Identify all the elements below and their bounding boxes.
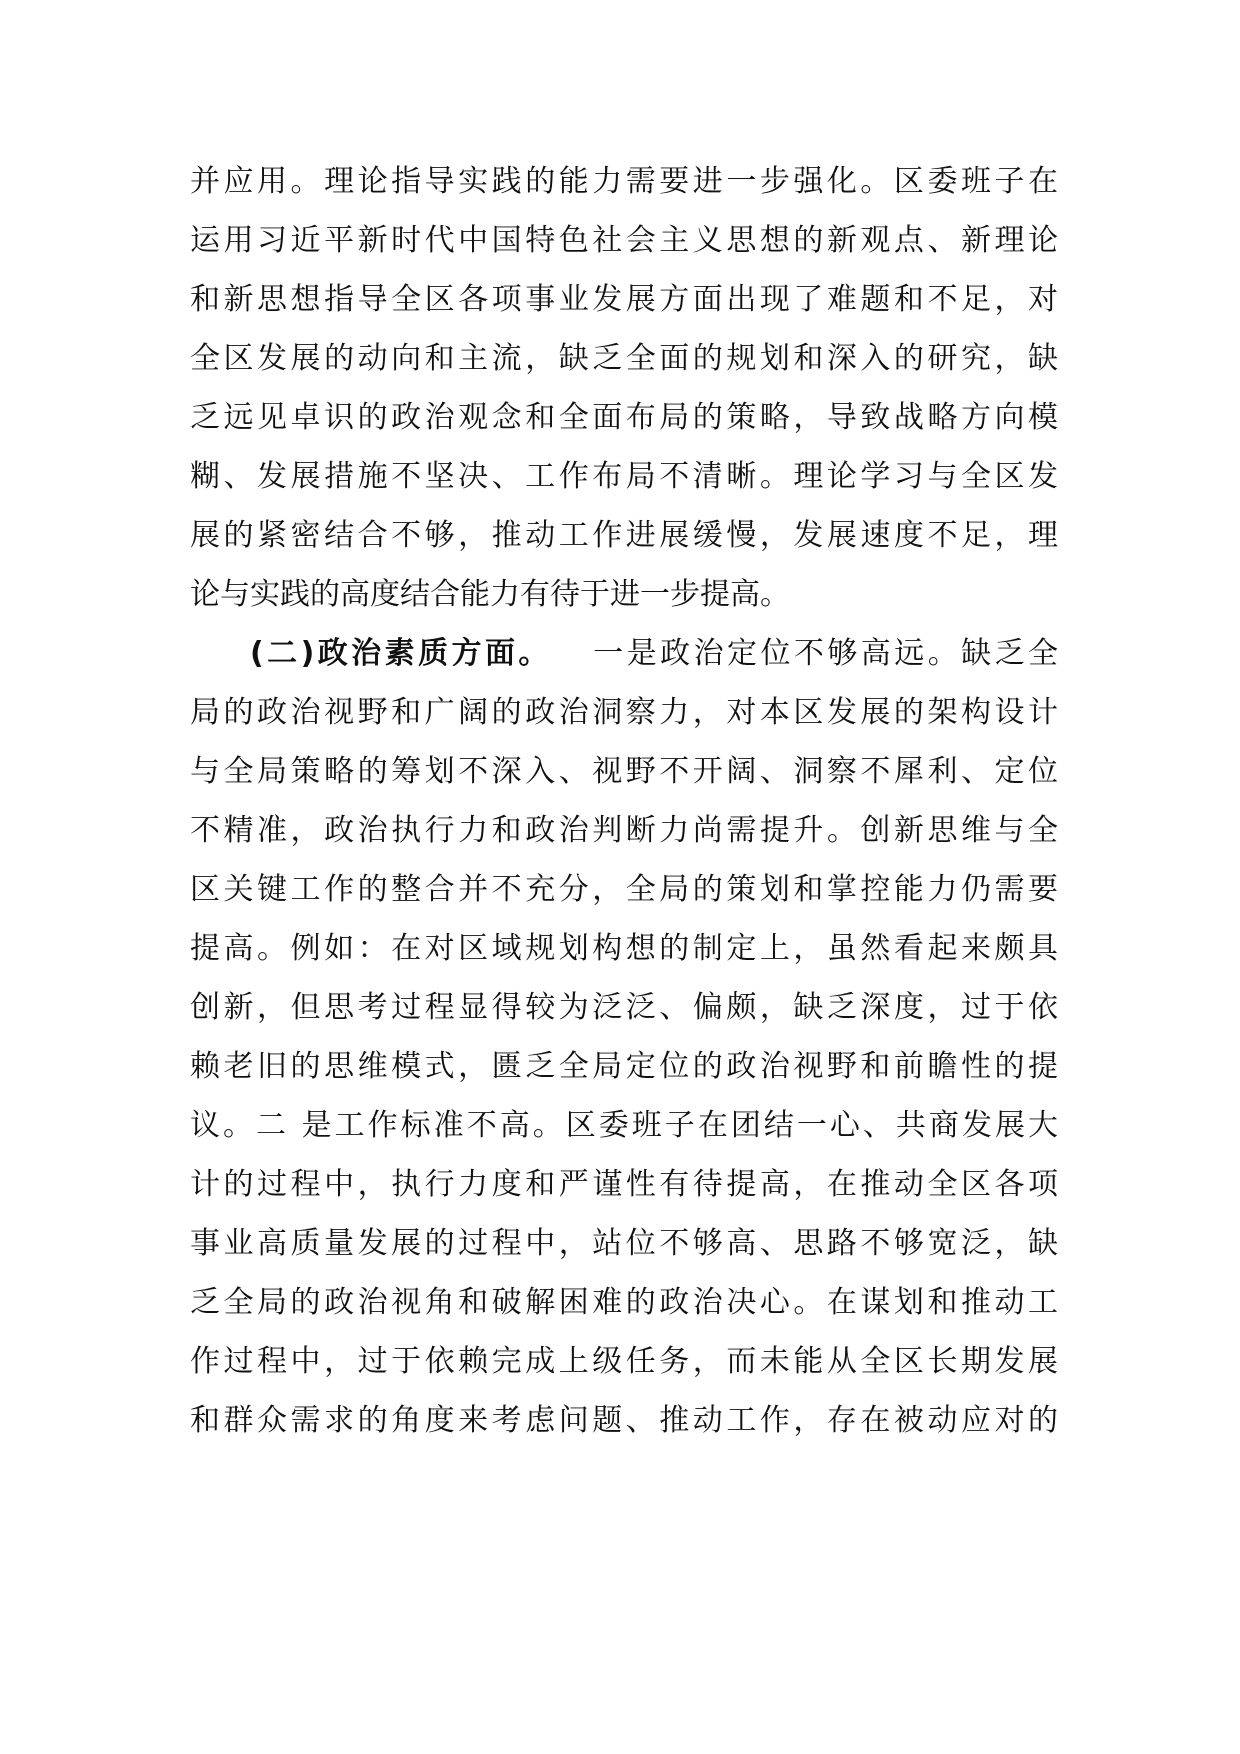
paragraph2-line: 区关键工作的整合并不充分，全局的策划和掌控能力仍需要 <box>190 872 1058 907</box>
paragraph2-line: 和群众需求的角度来考虑问题、推动工作，存在被动应对的 <box>190 1403 1058 1438</box>
paragraph2-line: 作过程中，过于依赖完成上级任务，而未能从全区长期发展 <box>190 1344 1058 1379</box>
paragraph2-line: 不精准，政治执行力和政治判断力尚需提升。创新思维与全 <box>190 813 1058 848</box>
paragraph2-line: 乏全局的政治视角和破解困难的政治决心。在谋划和推动工 <box>190 1285 1058 1320</box>
paragraph2-line: 创新，但思考过程显得较为泛泛、偏颇，缺乏深度，过于依 <box>190 990 1058 1025</box>
paragraph1-line: 和新思想指导全区各项事业发展方面出现了难题和不足，对 <box>190 282 1058 317</box>
paragraph2-line: 局的政治视野和广阔的政治洞察力，对本区发展的架构设计 <box>190 695 1058 730</box>
body-text <box>190 152 1058 1450</box>
paragraph2-line: 赖老旧的思维模式，匮乏全局定位的政治视野和前瞻性的提 <box>190 1049 1058 1084</box>
paragraph2-line: 计的过程中，执行力度和严谨性有待提高，在推动全区各项 <box>190 1167 1058 1202</box>
paragraph1-line: 论与实践的高度结合能力有待于进一步提高。 <box>190 577 790 612</box>
paragraph1-line: 展的紧密结合不够，推动工作进展缓慢，发展速度不足，理 <box>190 518 1058 553</box>
paragraph2-line: 议。二 是工作标准不高。区委班子在团结一心、共商发展大 <box>190 1108 1058 1143</box>
paragraph2-line: 提高。例如：在对区域规划构想的制定上，虽然看起来颇具 <box>190 931 1058 966</box>
paragraph1-line: 运用习近平新时代中国特色社会主义思想的新观点、新理论 <box>190 223 1058 258</box>
paragraph2-line: 事业高质量发展的过程中，站位不够高、思路不够宽泛，缺 <box>190 1226 1058 1261</box>
section-heading: (二)政治素质方面。 <box>250 636 552 671</box>
paragraph2-first-line <box>190 624 1058 683</box>
paragraph1-line: 乏远见卓识的政治观念和全面布局的策略，导致战略方向模 <box>190 400 1058 435</box>
paragraph2-first-line-text: 一是政治定位不够高远。缺乏全 <box>589 636 1059 671</box>
paragraph1-line: 全区发展的动向和主流，缺乏全面的规划和深入的研究，缺 <box>190 341 1058 376</box>
paragraph1-line: 糊、发展措施不坚决、工作布局不清晰。理论学习与全区发 <box>190 459 1058 494</box>
paragraph1-line: 并应用。理论指导实践的能力需要进一步强化。区委班子在 <box>190 164 1058 199</box>
paragraph2-line: 与全局策略的筹划不深入、视野不开阔、洞察不犀利、定位 <box>190 754 1058 789</box>
